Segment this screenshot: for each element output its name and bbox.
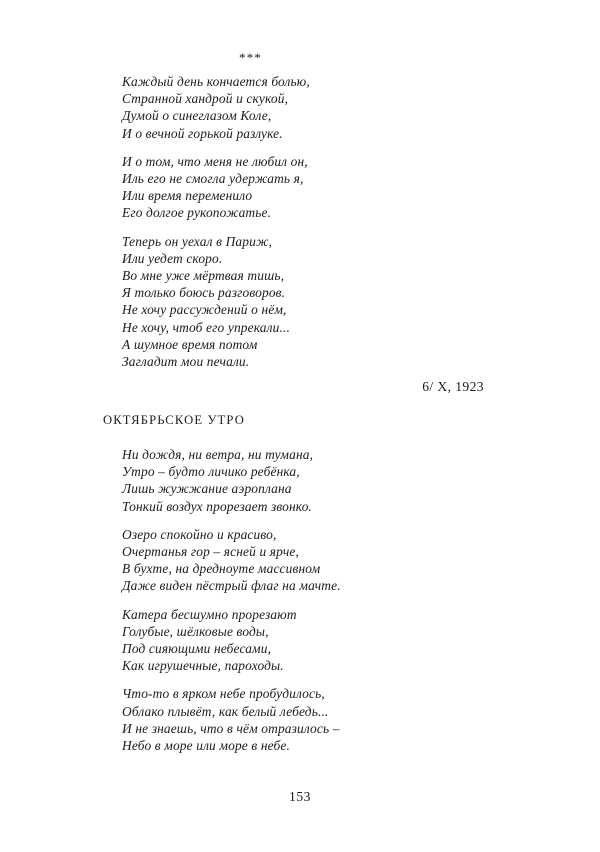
verse-line: И не знаешь, что в чём отразилось – <box>122 720 340 736</box>
verse-line: В бухте, на дредноуте массивном <box>122 561 321 577</box>
october-morning-poem <box>0 446 600 754</box>
verse-line: Лишь жужжание аэроплана <box>122 481 292 497</box>
verse-line: Или время переменило <box>122 188 253 204</box>
stanza <box>0 233 600 371</box>
verse-line: Утро – будто личико ребёнка, <box>122 464 300 480</box>
asterisk-separator: *** <box>239 50 263 65</box>
verse-line: Тонкий воздух прорезает звонко. <box>122 498 313 514</box>
poem-title-block <box>0 412 600 428</box>
verse-line: Я только боюсь разговоров. <box>122 285 286 301</box>
stanza <box>0 526 600 595</box>
verse-line: Облако плывёт, как белый лебедь... <box>122 703 329 719</box>
verse-line: Небо в море или море в небе. <box>122 738 291 754</box>
verse-line: Каждый день кончается болью, <box>122 74 310 89</box>
verse-line: Очертанья гор – ясней и ярче, <box>122 544 299 560</box>
verse-line: Как игрушечные, пароходы. <box>122 658 284 674</box>
stanza <box>0 446 600 515</box>
verse-line: Не хочу рассуждений о нём, <box>122 302 287 318</box>
verse-line: Даже виден пёстрый флаг на мачте. <box>122 578 341 594</box>
verse-line: А шумное время потом <box>122 336 258 352</box>
stanza <box>0 153 600 222</box>
stanza <box>0 685 600 754</box>
verse-line: Озеро спокойно и красиво, <box>122 526 277 542</box>
verse-line: Его долгое рукопожатье. <box>122 205 272 221</box>
verse-line: Иль его не смогла удержать я, <box>122 171 304 187</box>
verse-line: Теперь он уехал в Париж, <box>122 233 273 249</box>
verse-line: Под сияющими небесами, <box>122 641 272 657</box>
stanza <box>0 73 600 142</box>
verse-line: Загладит мои печали. <box>122 354 250 370</box>
verse-line: Думой о синеглазом Коле, <box>122 108 272 124</box>
verse-line: Во мне уже мёртвая тишь, <box>122 268 285 284</box>
untitled-poem <box>0 50 600 370</box>
verse-line: Странной хандрой и скукой, <box>122 91 289 107</box>
verse-line: Или уедет скоро. <box>122 250 223 266</box>
verse-line: И о том, что меня не любил он, <box>122 153 308 169</box>
poem-date: 6/ X, 1923 <box>422 379 484 394</box>
poem-date-block <box>0 378 600 395</box>
stanza <box>0 606 600 675</box>
verse-line: И о вечной горькой разлуке. <box>122 125 283 141</box>
verse-line: Ни дождя, ни ветра, ни тумана, <box>122 447 314 462</box>
verse-line: Катера бесшумно прорезают <box>122 606 297 622</box>
verse-line: Голубые, шёлковые воды, <box>122 623 269 639</box>
page-number: 153 <box>289 789 311 804</box>
poem-title: ОКТЯБРЬСКОЕ УТРО <box>103 413 245 427</box>
verse-line: Не хочу, чтоб его упрекали... <box>122 319 290 335</box>
verse-line: Что-то в ярком небе пробудилось, <box>122 686 325 702</box>
